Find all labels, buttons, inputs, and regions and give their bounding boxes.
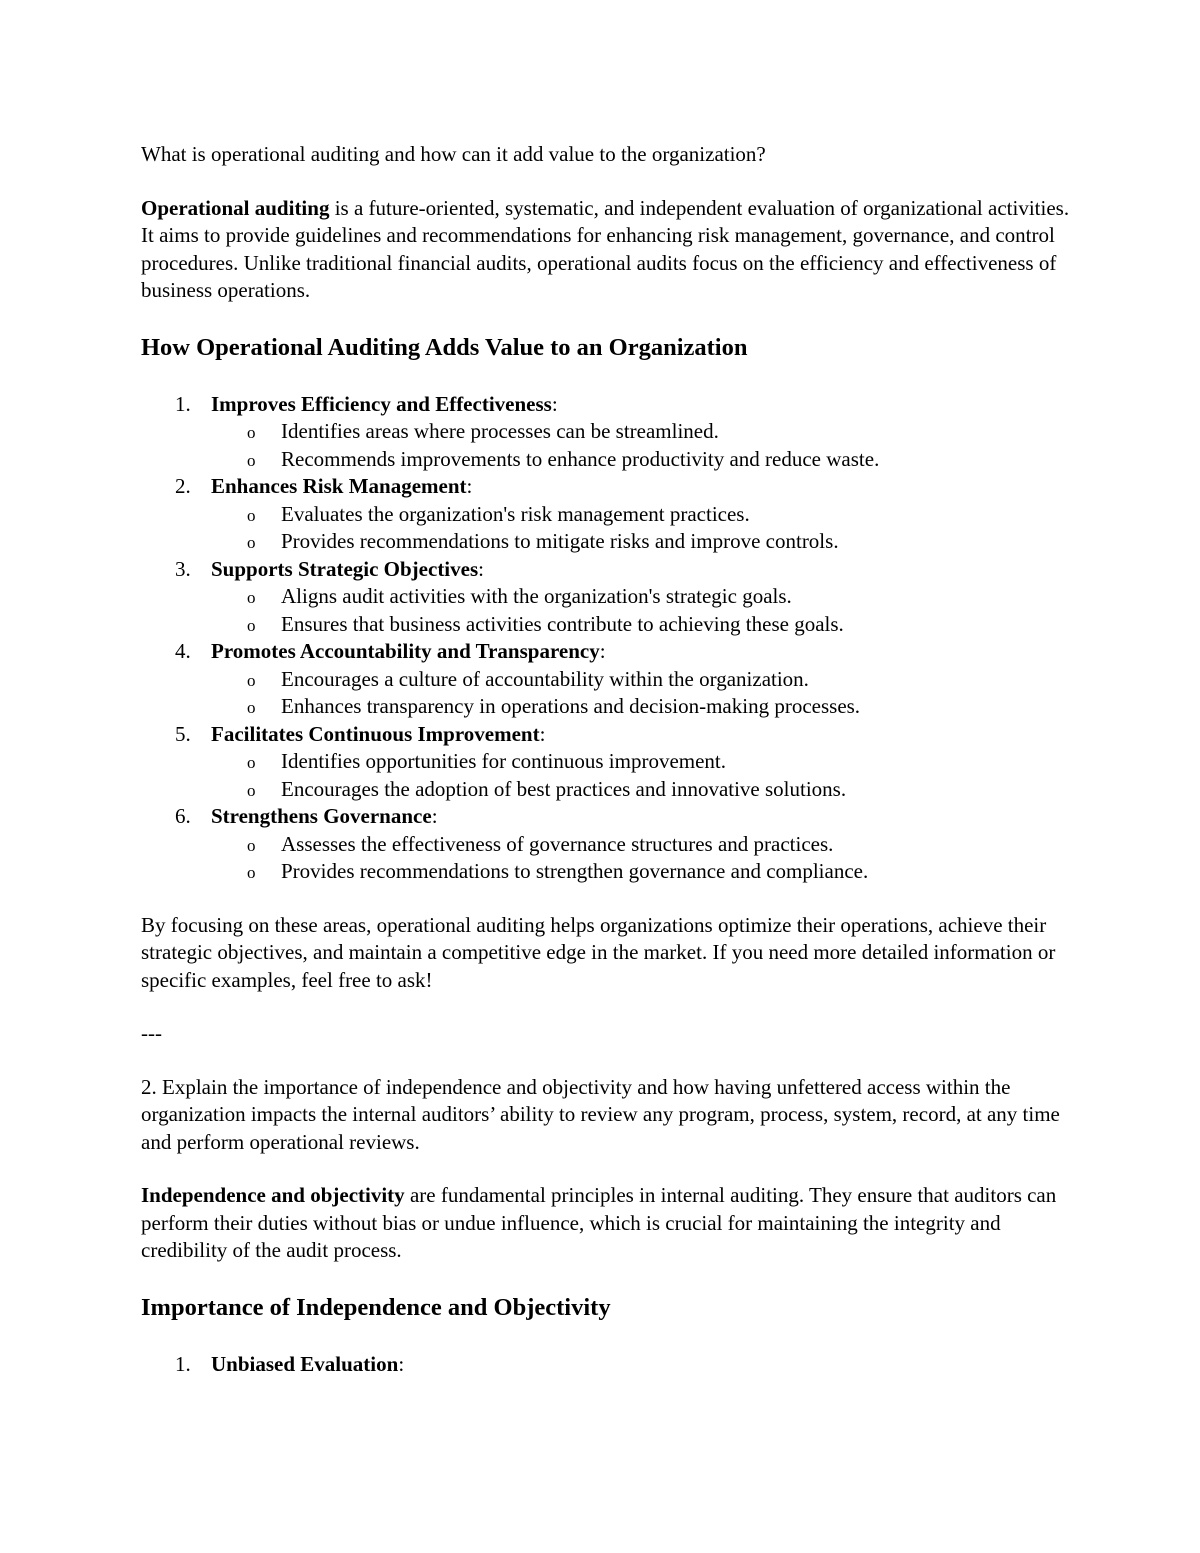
- sub-list-item: o Enhances transparency in operations and decision-making processes.: [211, 693, 1071, 721]
- bullet-icon: o: [247, 780, 256, 800]
- sub-list-item: o Aligns audit activities with the organization's strategic goals.: [211, 583, 1071, 611]
- list-item-title: Enhances Risk Management: [211, 474, 467, 498]
- sub-list: [211, 748, 1071, 803]
- bullet-icon: o: [247, 698, 256, 717]
- intro-term-2: Independence and objectivity: [141, 1183, 405, 1207]
- list-item-title: Facilitates Continuous Improvement: [211, 721, 540, 746]
- list-item: 1. Unbiased Evaluation:: [141, 1351, 1071, 1379]
- sub-list-item: o Recommends improvements to enhance productivity and reduce waste.: [211, 446, 1071, 474]
- list-item: 3. Supports Strategic Objectives: o Aligns audit activities with the organization's strategic goals. o Ensures that business activities contribute to achieving these goals.: [141, 556, 1071, 639]
- list-item: 2. Enhances Risk Management: o Evaluates the organization's risk management practices. o Provides recommendations to mitigate risks and improve controls.: [141, 473, 1071, 556]
- list-item-title: Supports Strategic Objectives: [211, 556, 479, 581]
- section-heading-1: How Operational Auditing Adds Value to an Organization: [141, 333, 748, 361]
- list-item-title: Promotes Accountability and Transparency: [211, 639, 600, 663]
- sub-list: [211, 583, 1071, 638]
- list-number: 3.: [175, 556, 191, 581]
- bullet-icon: o: [247, 588, 256, 607]
- bullet-icon: o: [247, 505, 256, 525]
- intro-text-2: are fundamental principles in internal auditing. They ensure that auditors can perform their duties without bias or undue influence, which is crucial for maintaining the integrity and credibility of the audit process.: [141, 1183, 1057, 1262]
- importance-list: [141, 1351, 1071, 1379]
- list-number: 1.: [175, 1351, 191, 1376]
- bullet-icon: o: [247, 615, 256, 635]
- bullet-icon: o: [247, 863, 256, 882]
- sub-list-item: o Provides recommendations to strengthen governance and compliance.: [211, 858, 1071, 886]
- sub-list-item: o Identifies areas where processes can be streamlined.: [211, 418, 1071, 446]
- sub-list: [211, 501, 1071, 556]
- list-number: 5.: [175, 721, 191, 746]
- question-1: What is operational auditing and how can it add value to the organization?: [141, 142, 766, 166]
- bullet-icon: o: [247, 670, 256, 690]
- sub-list-item: o Provides recommendations to mitigate risks and improve controls.: [211, 528, 1071, 556]
- question-2: 2. Explain the importance of independence and objectivity and how having unfettered access within the organization impacts the internal auditors’ ability to review any program, process, system, record, at any time and perform operational reviews.: [141, 1074, 1060, 1154]
- sub-list-item: o Encourages a culture of accountability within the organization.: [211, 666, 1071, 694]
- sub-list-item: o Identifies opportunities for continuous improvement.: [211, 748, 1071, 776]
- document-page: [141, 141, 1071, 1404]
- list-item: 4. Promotes Accountability and Transparency: o Encourages a culture of accountability within the organization. o Enhances transparency in operations and decision-making processes.: [141, 638, 1071, 721]
- bullet-icon: o: [247, 423, 256, 442]
- list-item: 1. Improves Efficiency and Effectiveness: o Identifies areas where processes can be streamlined. o Recommends improvements to enhance productivity and reduce waste.: [141, 391, 1071, 474]
- list-item: 6. Strengthens Governance: o Assesses the effectiveness of governance structures and practices. o Provides recommendations to strengthen governance and compliance.: [141, 803, 1071, 886]
- section-heading-2: Importance of Independence and Objectivity: [141, 1293, 611, 1321]
- intro-paragraph-2: [141, 1182, 1071, 1265]
- sub-list: [211, 666, 1071, 721]
- sub-list: [211, 418, 1071, 473]
- sub-list-item: o Encourages the adoption of best practices and innovative solutions.: [211, 776, 1071, 804]
- list-item-title: Strengthens Governance: [211, 804, 432, 828]
- bullet-icon: o: [247, 753, 256, 772]
- list-number: 4.: [175, 639, 191, 663]
- intro-paragraph-1: [141, 195, 1071, 305]
- value-list: [141, 391, 1071, 886]
- section-separator: ---: [141, 1021, 162, 1045]
- list-item-title: Improves Efficiency and Effectiveness: [211, 391, 552, 416]
- list-item-title: Unbiased Evaluation: [211, 1351, 399, 1376]
- list-number: 6.: [175, 804, 191, 828]
- sub-list: [211, 831, 1071, 886]
- list-number: 1.: [175, 391, 191, 416]
- sub-list-item: o Assesses the effectiveness of governance structures and practices.: [211, 831, 1071, 859]
- intro-text-1: is a future-oriented, systematic, and independent evaluation of organizational activities. It aims to provide guidelines and recommendations for enhancing risk management, governance, and control procedures. Unlike traditional financial audits, operational audits focus on the efficiency and effectiveness of business operations.: [141, 195, 1070, 302]
- list-item: 5. Facilitates Continuous Improvement: o Identifies opportunities for continuous improvement. o Encourages the adoption of best practices and innovative solutions.: [141, 721, 1071, 804]
- sub-list-item: o Evaluates the organization's risk management practices.: [211, 501, 1071, 529]
- intro-term-1: Operational auditing: [141, 195, 330, 220]
- sub-list-item: o Ensures that business activities contribute to achieving these goals.: [211, 611, 1071, 639]
- bullet-icon: o: [247, 835, 256, 855]
- closing-paragraph: By focusing on these areas, operational auditing helps organizations optimize their operations, achieve their strategic objectives, and maintain a competitive edge in the market. If you need more detailed information or specific examples, feel free to ask!: [141, 912, 1056, 992]
- bullet-icon: o: [247, 533, 256, 552]
- bullet-icon: o: [247, 450, 256, 470]
- list-number: 2.: [175, 474, 191, 498]
